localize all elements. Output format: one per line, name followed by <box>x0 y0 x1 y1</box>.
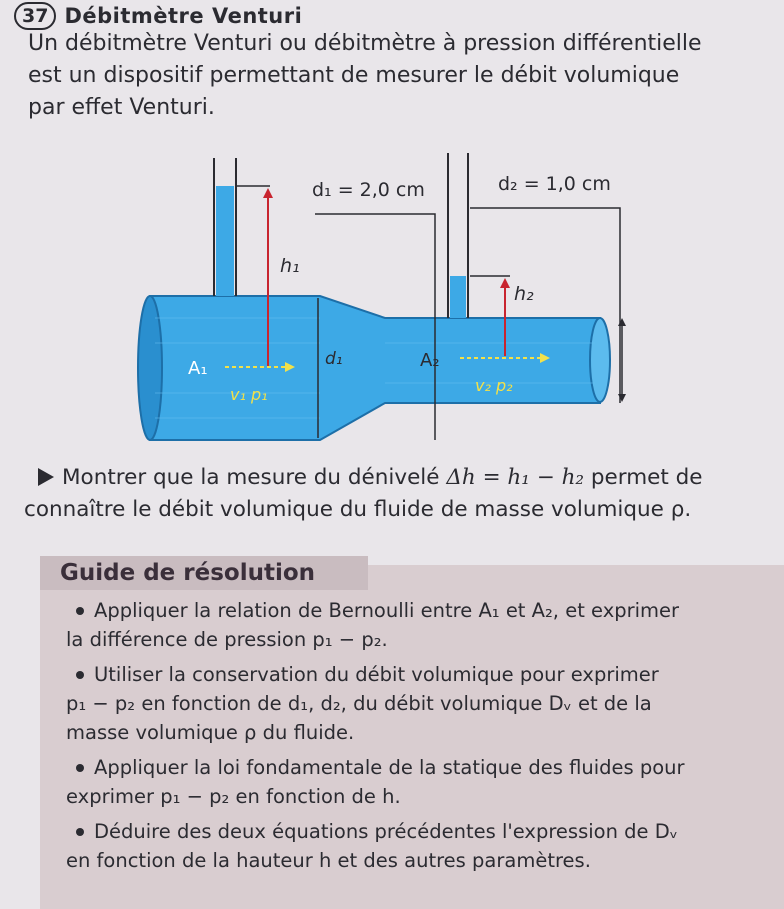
d1-pipe-label: d₁ <box>325 349 343 369</box>
intro-paragraph <box>28 28 773 124</box>
d2-label: d₂ = 1,0 cm <box>498 173 611 195</box>
pipe-right-end <box>590 318 610 402</box>
venturi-diagram <box>130 148 650 448</box>
v1p1-label: v₁ p₁ <box>230 385 268 404</box>
v2p2-label: v₂ p₂ <box>475 376 513 395</box>
question-line-1: Montrer que la mesure du dénivelé Δh = h₁ − h₂ permet de <box>24 462 774 494</box>
question-formula: Δh = h₁ − h₂ <box>446 465 585 490</box>
question-line-2: connaître le débit volumique du fluide de masse volumique ρ. <box>24 497 692 522</box>
question <box>24 462 774 526</box>
h1-label: h₁ <box>280 255 300 277</box>
guide-list <box>66 596 771 881</box>
guide-item-2: Utiliser la conservation du débit volumique pour exprimer p₁ − p₂ en fonction de d₁, d₂, du débit volumique Dᵥ et de la masse volumique ρ du fluide. <box>66 663 659 744</box>
intro-line-1: Un débitmètre Venturi ou débitmètre à pression différentielle <box>28 31 702 56</box>
exercise-header <box>14 2 302 30</box>
intro-line-3: par effet Venturi. <box>28 95 215 120</box>
triangle-bullet-icon <box>38 468 54 486</box>
h2-label: h₂ <box>514 283 534 305</box>
d1-label: d₁ = 2,0 cm <box>312 179 425 201</box>
bullet-icon <box>76 607 84 615</box>
guide-title: Guide de résolution <box>60 560 316 586</box>
bullet-icon <box>76 828 84 836</box>
tube-1-fluid <box>216 186 234 296</box>
tube-2-fluid <box>450 276 466 318</box>
A2-label: A₂ <box>420 350 440 371</box>
exercise-title: Débitmètre Venturi <box>64 4 303 28</box>
guide-item-1: Appliquer la relation de Bernoulli entre A₁ et A₂, et exprimer la différence de pression p₁ − p₂. <box>66 599 680 651</box>
guide-item-3: Appliquer la loi fondamentale de la statique des fluides pour exprimer p₁ − p₂ en fonction de h. <box>66 756 685 808</box>
bullet-icon <box>76 671 84 679</box>
exercise-number: 37 <box>14 2 56 30</box>
A1-label: A₁ <box>188 358 208 379</box>
bullet-icon <box>76 764 84 772</box>
intro-line-2: est un dispositif permettant de mesurer le débit volumique <box>28 63 680 88</box>
guide-item-4: Déduire des deux équations précédentes l'expression de Dᵥ en fonction de la hauteur h et des autres paramètres. <box>66 820 678 872</box>
